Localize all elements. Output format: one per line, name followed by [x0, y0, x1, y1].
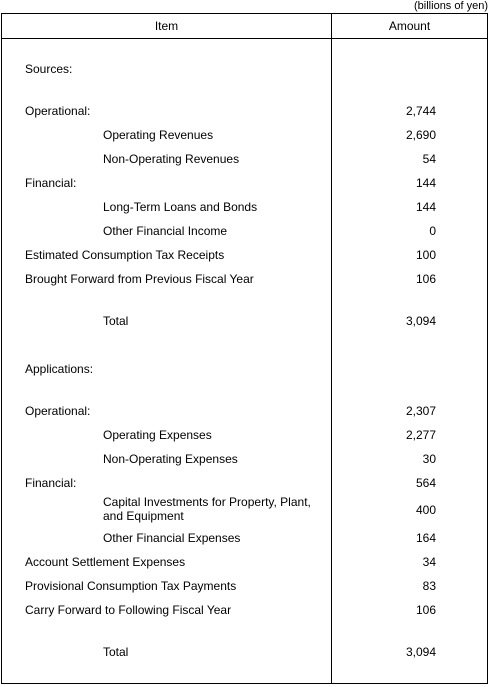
unit-note: (billions of yen) — [414, 0, 488, 12]
table-row — [2, 579, 487, 595]
table-row — [2, 62, 487, 78]
row-amount: 54 — [422, 152, 436, 166]
table-row — [2, 531, 487, 547]
row-label: Capital Investments for Property, Plant, and Equipment — [103, 495, 311, 523]
row-label: Operating Revenues — [103, 128, 214, 142]
table-row — [2, 452, 487, 468]
row-amount: 2,277 — [405, 428, 436, 442]
total-row — [2, 645, 487, 661]
row-amount: 164 — [415, 531, 436, 545]
row-amount: 144 — [415, 176, 436, 190]
row-amount: 83 — [422, 579, 436, 593]
row-amount: 2,744 — [405, 104, 436, 118]
table-row — [2, 476, 487, 492]
row-label: Carry Forward to Following Fiscal Year — [25, 603, 232, 617]
table-row — [2, 495, 487, 527]
table-row — [2, 104, 487, 120]
table-row — [2, 603, 487, 619]
row-label: Operational: — [25, 104, 91, 118]
row-label: Operational: — [25, 404, 91, 418]
table-row — [2, 404, 487, 420]
row-amount: 100 — [415, 248, 436, 262]
item-column-header: Item — [154, 19, 179, 33]
table-row — [2, 248, 487, 264]
row-label: Account Settlement Expenses — [25, 555, 186, 569]
row-label: Other Financial Income — [103, 224, 228, 238]
table-row — [2, 224, 487, 240]
row-label: Non-Operating Expenses — [103, 452, 238, 466]
table-header — [2, 14, 487, 39]
row-amount: 106 — [415, 272, 436, 286]
row-label: Non-Operating Revenues — [103, 152, 240, 166]
table-row — [2, 362, 487, 378]
row-amount: 400 — [415, 503, 436, 517]
table-row — [2, 272, 487, 288]
amount-column-header: Amount — [388, 19, 431, 33]
table-row — [2, 128, 487, 144]
section-heading-applications: Applications: — [25, 362, 94, 376]
row-label: Financial: — [25, 176, 77, 190]
table-row — [2, 176, 487, 192]
row-amount: 0 — [429, 224, 436, 238]
table-row — [2, 200, 487, 216]
row-amount: 144 — [415, 200, 436, 214]
total-row — [2, 314, 487, 330]
row-label: Brought Forward from Previous Fiscal Year — [25, 272, 254, 286]
row-label: Estimated Consumption Tax Receipts — [25, 248, 225, 262]
total-label: Total — [103, 645, 129, 659]
row-amount: 2,307 — [405, 404, 436, 418]
table-row — [2, 152, 487, 168]
row-amount: 30 — [422, 452, 436, 466]
table-row — [2, 555, 487, 571]
total-label: Total — [103, 314, 129, 328]
row-label: Long-Term Loans and Bonds — [103, 200, 258, 214]
section-heading-sources: Sources: — [25, 62, 73, 76]
row-label: Operating Expenses — [103, 428, 212, 442]
table-row — [2, 428, 487, 444]
row-amount: 2,690 — [405, 128, 436, 142]
row-amount: 106 — [415, 603, 436, 617]
row-label: Financial: — [25, 476, 77, 490]
funds-table — [1, 13, 488, 684]
total-amount: 3,094 — [405, 314, 436, 328]
row-amount: 564 — [415, 476, 436, 490]
total-amount: 3,094 — [405, 645, 436, 659]
row-amount: 34 — [422, 555, 436, 569]
row-label: Other Financial Expenses — [103, 531, 241, 545]
row-label: Provisional Consumption Tax Payments — [25, 579, 237, 593]
